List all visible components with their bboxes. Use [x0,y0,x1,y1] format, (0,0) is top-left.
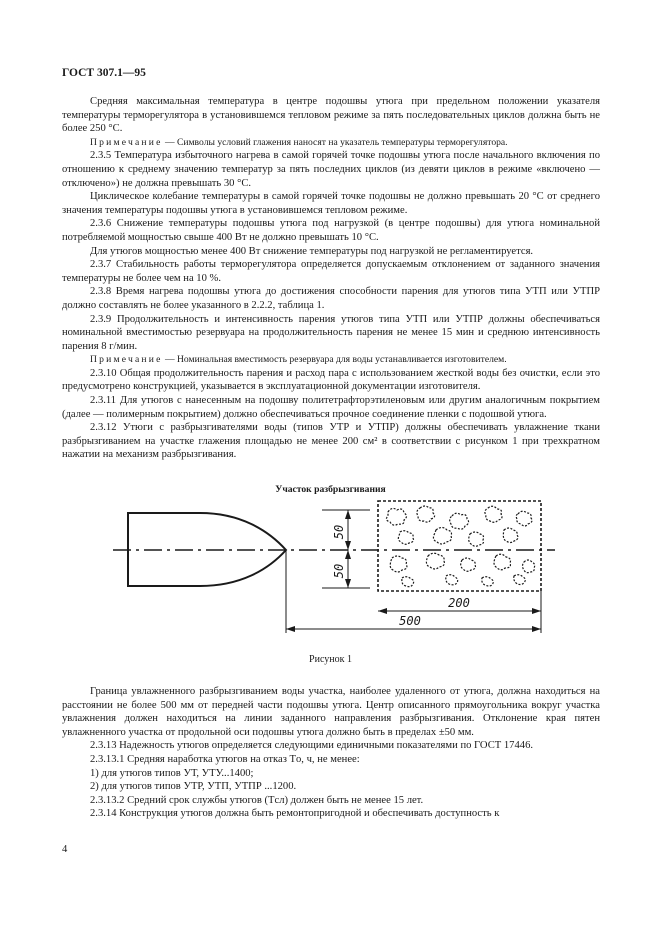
spray-spot [433,528,451,545]
arrowhead [378,608,387,614]
paragraph: Циклическое колебание температуры в самой горячей точке подошвы не должно превышать 20 °C от среднего значения температуры подошвы утюга в установившемся тепловом режиме. [62,191,600,216]
spray-spot [514,575,526,585]
spray-spot [386,508,406,525]
paragraph: 1) для утюгов типов УТ, УТУ...1400; [90,767,254,779]
paragraph: 2.3.6 Снижение температуры подошвы утюга под нагрузкой (в центре подошвы) для утюга номинальной потребляемой мощностью свыше 400 Вт не должно превышать 10 °C. [62,218,600,243]
spray-spot [523,560,535,573]
spray-spot [516,511,532,526]
page-number: 4 [62,844,68,855]
paragraph: 2.3.12 Утюги с разбрызгивателями воды (типов УТР и УТПР) должны обеспечивать увлажнение ткани разбрызгиванием на участке глажения площадью не менее 200 см² в соответствии с рисунком 1 при трехкратном нажатии на механизм разбрызгивания. [62,422,600,461]
paragraph: Граница увлажненного разбрызгиванием воды участка, наиболее удаленного от утюга, должна находиться на расстоянии не более 500 мм от передней части подошвы утюга. Центр описанного прямоугольника вокруг участка увлажнения должен находиться на линии заданного направления разбрызгивания. Отклонение края пятен увлажненного участка от продольной оси подошвы утюга должно быть в пределах ±50 мм. [62,686,600,738]
arrowhead [345,541,351,550]
spray-spot [390,556,407,572]
spray-spot [426,553,444,569]
arrowhead [532,608,541,614]
note-text: — Символы условий глажения наносят на указатель температуры терморегулятора. [162,136,508,148]
spray-spot [398,531,413,545]
dimension-label-length: 500 [399,614,421,628]
paragraph: 2.3.8 Время нагрева подошвы утюга до достижения способности парения для утюгов типа УТП или УТПР должно составлять не более указанного в 2.2.2, таблица 1. [62,286,600,311]
paragraph: Средняя максимальная температура в центре подошвы утюга при предельном положении указателя температуры терморегулятора в установившемся тепловом режиме за пять последовательных циклов должна быть не более 250 °C. [62,96,600,135]
arrowhead [345,510,351,519]
text-block-lower [62,685,600,821]
spray-spots [386,506,534,587]
spray-spot [450,513,469,529]
spray-spot [482,577,493,586]
paragraph: 2.3.14 Конструкция утюгов должна быть ремонтопригодной и обеспечивать доступность к [90,808,500,820]
paragraph: 2.3.13 Надежность утюгов определяется следующими единичными показателями по ГОСТ 17446. [90,740,534,752]
spray-spot [417,506,435,522]
dimension-label-upper: 50 [332,524,346,540]
dimension-label-lower: 50 [332,563,346,579]
spray-spot [469,532,484,546]
document-id-header: ГОСТ 307.1—95 [62,67,146,79]
spray-spot [461,558,476,571]
arrowhead [345,579,351,588]
spray-spot [494,554,511,570]
paragraph: 2.3.5 Температура избыточного нагрева в самой горячей точке подошвы утюга после начального включения по отношению к среднему значению температур за пять последних циклов (из девяти циклов в режиме «включено — отключено») не должна превышать 30 °C. [62,150,600,189]
paragraph: 2.3.9 Продолжительность и интенсивность парения утюгов типа УТП или УТПР должны обеспечиваться номинальной вместимостью резервуара на продолжительность парения не менее 15 мин и среднюю интенсивность парения 8 г/мин. [62,313,600,352]
paragraph: 2.3.11 Для утюгов с нанесенным на подошву политетрафторэтиленовым или другим аналогичным покрытием (далее — полимерным покрытием) должно обеспечиваться прочное соединение пленки с подошвой утюга. [62,395,600,420]
arrowhead [532,626,541,632]
arrowhead [345,550,351,559]
spray-spot [503,528,518,543]
paragraph: 2.3.7 Стабильность работы терморегулятора определяется допускаемым отклонением от заданного значения температуры не более чем на 10 %. [62,259,600,284]
dimension-label-width: 200 [448,596,470,610]
figure-title: Участок разбрызгивания [275,484,386,495]
spray-spot [485,506,502,522]
note-label: Примечание [90,354,163,366]
figure-caption: Рисунок 1 [309,654,352,665]
arrowhead [286,626,295,632]
paragraph: 2) для утюгов типов УТР, УТП, УТПР ...1200. [90,781,297,793]
spray-spot [402,577,414,587]
paragraph: 2.3.10 Общая продолжительность парения и расход пара с использованием жесткой воды без очистки, если это предусмотрено конструкцией, указывается в эксплуатационной документации изготовителя. [62,367,600,393]
paragraph: 2.3.13.1 Средняя наработка утюгов на отказ Tо, ч, не менее: [90,753,360,765]
paragraph: 2.3.13.2 Средний срок службы утюгов (Tсл) должен быть не менее 15 лет. [90,794,424,806]
note-label: Примечание [90,136,163,148]
paragraph: Для утюгов мощностью менее 400 Вт снижение температуры под нагрузкой не регламентируется. [90,245,534,257]
spray-spot [446,575,458,585]
note-text: — Номинальная вместимость резервуара для воды устанавливается изготовителем. [162,354,507,366]
